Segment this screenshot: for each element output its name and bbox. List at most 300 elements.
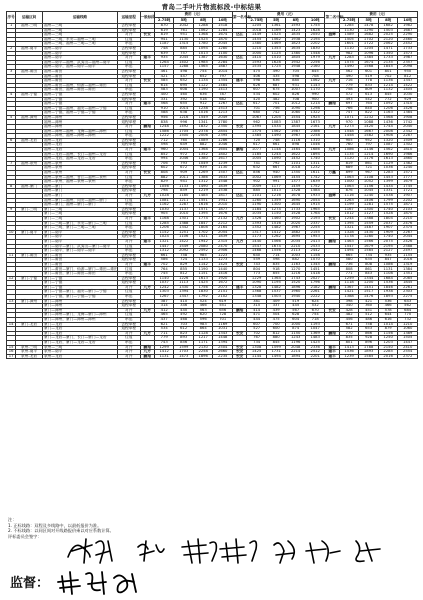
- cell-rate: 990: [305, 92, 325, 97]
- cell-rate: 1046: [305, 143, 325, 148]
- cell-rate: 1731: [266, 350, 286, 355]
- cell-rate: 808: [359, 262, 379, 267]
- cell-rate: 1205: [266, 115, 286, 120]
- cell-rate: 542: [359, 97, 379, 102]
- cell-rate: 941: [174, 180, 194, 185]
- note-line: 2. 不标线路：以同区间对开线路报价乘以对应系数计算。: [8, 528, 114, 534]
- cell-rate: 835: [266, 262, 286, 267]
- cell-trip-type: 对开: [117, 345, 140, 350]
- cell-rate: 649: [174, 143, 194, 148]
- cell-rate: 1742: [305, 175, 325, 180]
- cell-route: 福州—漳州: [42, 125, 117, 130]
- cell-rate: 2588: [398, 244, 418, 249]
- cell-seq: 6: [7, 138, 16, 143]
- cell-winner: 建丰: [140, 239, 154, 244]
- cell-rate: 1303: [154, 290, 174, 295]
- cell-rate: 1548: [213, 180, 233, 185]
- cell-trip-type: 串运: [117, 157, 140, 162]
- cell-rate: 1347: [174, 295, 194, 300]
- cell-rate: 1049: [193, 161, 213, 166]
- cell-rate: 2195: [378, 244, 398, 249]
- cell-rate: 2127: [378, 249, 398, 254]
- header-sub: 8吨: [378, 18, 398, 24]
- cell-seq: 17: [7, 354, 16, 359]
- cell-rate: 1150: [266, 212, 286, 217]
- cell-rate: 1388: [174, 221, 194, 226]
- cell-rate: 644: [378, 313, 398, 318]
- cell-rate: 1251: [174, 230, 194, 235]
- cell-rate: 1464: [286, 148, 306, 153]
- cell-rate: 1377: [286, 180, 306, 185]
- cell-route: 福州—三明: [42, 24, 117, 29]
- cell-rate: 1616: [193, 203, 213, 208]
- cell-rate: 440: [174, 308, 194, 313]
- cell-rate: 1406: [359, 198, 379, 203]
- cell-route: 福州—三明: [42, 33, 117, 38]
- cell-rate: 1151: [193, 272, 213, 277]
- cell-rate: 559: [247, 258, 267, 263]
- cell-rate: 1562: [378, 148, 398, 153]
- cell-rate: 1361: [266, 24, 286, 29]
- cell-route: 厦门—漳州: [42, 308, 117, 313]
- cell-rate: 1745: [398, 184, 418, 189]
- cell-rate: 1702: [193, 230, 213, 235]
- cell-rate: 583: [154, 88, 174, 93]
- cell-winner: 九方: [140, 193, 154, 198]
- header-sub: 2.75吨: [247, 18, 267, 24]
- header-sub: 10吨: [398, 18, 418, 24]
- cell-rate: 1678: [286, 193, 306, 198]
- cell-rate: 2287: [398, 134, 418, 139]
- cell-route: 厦门—南平—厦门，武夷山—厦门—南平: [42, 244, 117, 249]
- cell-rate: 910: [154, 106, 174, 111]
- cell-rate: 1967: [286, 226, 306, 231]
- cell-rate: 1168: [154, 216, 174, 221]
- cell-rate: 1893: [359, 350, 379, 355]
- cell-rate: 1538: [378, 193, 398, 198]
- cell-rate: 1206: [378, 106, 398, 111]
- cell-seq: 13: [7, 299, 16, 304]
- cell-rate: 1299: [154, 345, 174, 350]
- cell-rate: 1286: [213, 138, 233, 143]
- cell-rate: 1171: [193, 340, 213, 345]
- cell-rate: 1130: [174, 37, 194, 42]
- cell-rate: 607: [247, 88, 267, 93]
- cell-rate: 1110: [339, 46, 359, 51]
- cell-route: 福州—龙岩: [42, 143, 117, 148]
- cell-rate: 1229: [247, 276, 267, 281]
- cell-rate: 1425: [305, 340, 325, 345]
- cell-rate: 2442: [305, 249, 325, 254]
- cell-rate: 1703: [174, 350, 194, 355]
- cell-rate: 2027: [305, 276, 325, 281]
- cell-rate: 1788: [359, 345, 379, 350]
- cell-trip-type: 对开: [117, 216, 140, 221]
- cell-rate: 1331: [378, 189, 398, 194]
- cell-winner: 万鑫: [325, 171, 339, 176]
- cell-rate: 1242: [154, 285, 174, 290]
- cell-rate: 636: [266, 79, 286, 84]
- cell-rate: 1135: [339, 152, 359, 157]
- cell-rate: 562: [398, 304, 418, 309]
- cell-rate: 1733: [378, 56, 398, 61]
- cell-rate: 1170: [305, 88, 325, 93]
- cell-rate: 2098: [398, 65, 418, 70]
- cell-rate: 711: [154, 331, 174, 336]
- cell-rate: 616: [378, 318, 398, 323]
- cell-rate: 1232: [359, 115, 379, 120]
- cell-rate: 1565: [193, 65, 213, 70]
- cell-rate: 1823: [286, 42, 306, 47]
- cell-route: 厦门—三明: [42, 207, 117, 212]
- cell-rate: 1982: [398, 24, 418, 29]
- cell-rate: 1113: [174, 281, 194, 286]
- cell-rate: 392: [174, 97, 194, 102]
- cell-rate: 1907: [378, 226, 398, 231]
- cell-winner: 长安: [232, 350, 246, 355]
- cell-rate: 952: [359, 138, 379, 143]
- cell-rate: 2049: [213, 115, 233, 120]
- cell-rate: 1052: [359, 180, 379, 185]
- cell-rate: 1351: [398, 272, 418, 277]
- cell-rate: 624: [305, 299, 325, 304]
- cell-rate: 1582: [359, 134, 379, 139]
- cell-rate: 695: [174, 83, 194, 88]
- cell-rate: 2267: [398, 230, 418, 235]
- cell-rate: 2201: [305, 354, 325, 359]
- cell-rate: 1635: [286, 46, 306, 51]
- cell-rate: 1673: [305, 120, 325, 125]
- cell-rate: 1087: [378, 143, 398, 148]
- cell-rate: 1611: [305, 171, 325, 176]
- cell-rate: 797: [359, 143, 379, 148]
- cell-rate: 1422: [174, 239, 194, 244]
- cell-rate: 1133: [193, 258, 213, 263]
- cell-rate: 636: [193, 92, 213, 97]
- cell-winner: 九方: [232, 216, 246, 221]
- cell-rate: 1273: [339, 125, 359, 130]
- cell-rate: 1575: [378, 203, 398, 208]
- cell-trip-type: 对开: [117, 354, 140, 359]
- cell-rate: 2357: [398, 60, 418, 65]
- cell-rate: 653: [359, 327, 379, 332]
- cell-rate: 1987: [398, 56, 418, 61]
- cell-rate: 619: [213, 299, 233, 304]
- cell-trip-type: 对开: [117, 239, 140, 244]
- cell-rate: 661: [154, 253, 174, 258]
- cell-trip-type: 往返: [117, 313, 140, 318]
- cell-rate: 665: [339, 253, 359, 258]
- cell-rate: 812: [174, 272, 194, 277]
- cell-rate: 1127: [359, 212, 379, 217]
- cell-rate: 1674: [213, 33, 233, 38]
- cell-rate: 845: [266, 340, 286, 345]
- cell-rate: 1846: [378, 285, 398, 290]
- cell-rate: 1387: [286, 120, 306, 125]
- cell-rate: 1702: [359, 37, 379, 42]
- cell-seq: 5: [7, 115, 16, 120]
- cell-rate: 1847: [193, 221, 213, 226]
- cell-rate: 843: [359, 272, 379, 277]
- cell-trip-type: 去程单程: [117, 276, 140, 281]
- cell-route: 泉州—南平: [42, 350, 117, 355]
- cell-rate: 1243: [286, 336, 306, 341]
- cell-rate: 346: [174, 304, 194, 309]
- cell-rate: 604: [286, 318, 306, 323]
- cell-rate: 701: [247, 106, 267, 111]
- cell-rate: 1633: [213, 175, 233, 180]
- cell-rate: 1089: [193, 138, 213, 143]
- cell-rate: 1774: [193, 216, 213, 221]
- cell-rate: 793: [174, 161, 194, 166]
- cell-rate: 1350: [286, 171, 306, 176]
- cell-rate: 1985: [193, 60, 213, 65]
- cell-rate: 504: [266, 313, 286, 318]
- cell-rate: 829: [174, 262, 194, 267]
- cell-winner: 长安: [140, 79, 154, 84]
- cell-rate: 779: [154, 336, 174, 341]
- cell-rate: 741: [247, 161, 267, 166]
- cell-rate: 1835: [286, 33, 306, 38]
- cell-trip-type: 返程单程: [117, 212, 140, 217]
- cell-rate: 406: [247, 74, 267, 79]
- cell-rate: 1503: [266, 295, 286, 300]
- cell-rate: 1063: [339, 175, 359, 180]
- cell-rate: 982: [339, 51, 359, 56]
- cell-rate: 1011: [174, 175, 194, 180]
- cell-rate: 1319: [398, 262, 418, 267]
- cell-trip-type: 往返: [117, 152, 140, 157]
- cell-rate: 1190: [247, 203, 267, 208]
- cell-rate: 1451: [359, 285, 379, 290]
- cell-rate: 1347: [398, 79, 418, 84]
- cell-rate: 1953: [305, 235, 325, 240]
- cell-rate: 1046: [174, 157, 194, 162]
- cell-winner: 九方: [325, 148, 339, 153]
- cell-seq: 16: [7, 350, 16, 355]
- header-winner-2: 第一名中标: [232, 12, 246, 24]
- cell-rate: 1589: [339, 33, 359, 38]
- cell-rate: 2210: [286, 244, 306, 249]
- cell-rate: 1380: [247, 42, 267, 47]
- cell-rate: 445: [286, 304, 306, 309]
- cell-rate: 410: [174, 299, 194, 304]
- cell-rate: 1369: [305, 331, 325, 336]
- cell-rate: 1482: [266, 226, 286, 231]
- cell-rate: 724: [174, 258, 194, 263]
- cell-rate: 1302: [398, 143, 418, 148]
- cell-rate: 1562: [266, 37, 286, 42]
- cell-rate: 475: [266, 318, 286, 323]
- cell-route: 福州—漳州—福州，龙海—福州—漳州: [42, 129, 117, 134]
- cell-rate: 2062: [378, 42, 398, 47]
- cell-route: 福州—龙岩: [42, 148, 117, 153]
- cell-rate: 655: [174, 102, 194, 107]
- cell-rate: 1222: [154, 134, 174, 139]
- cell-trip-type: 串运: [117, 249, 140, 254]
- cell-route: 厦门—宁德: [42, 276, 117, 281]
- cell-route: 厦门—宁德—厦门，福安—厦门—宁德: [42, 290, 117, 295]
- cell-rate: 1490: [193, 184, 213, 189]
- cell-rate: 772: [378, 97, 398, 102]
- cell-rate: 2337: [305, 221, 325, 226]
- cell-trip-type: 串运: [117, 272, 140, 277]
- cell-rate: 734: [247, 340, 267, 345]
- cell-rate: 1593: [247, 60, 267, 65]
- cell-winner: 建丰: [140, 102, 154, 107]
- cell-rate: 596: [193, 318, 213, 323]
- cell-area: 泉州-龙岩: [16, 354, 43, 359]
- cell-trip-type: 去程单程: [117, 138, 140, 143]
- cell-rate: 882: [154, 175, 174, 180]
- cell-rate: 1393: [247, 221, 267, 226]
- cell-rate: 1505: [339, 37, 359, 42]
- cell-area: 福州-漳州: [16, 115, 43, 120]
- cell-rate: 1210: [398, 322, 418, 327]
- cell-trip-type: 去程单程: [117, 115, 140, 120]
- cell-rate: 2045: [213, 42, 233, 47]
- cell-rate: 1280: [213, 46, 233, 51]
- cell-rate: 2210: [398, 216, 418, 221]
- cell-trip-type: 往返: [117, 244, 140, 249]
- cell-rate: 1682: [359, 33, 379, 38]
- cell-trip-type: 对开: [117, 79, 140, 84]
- cell-rate: 1447: [398, 340, 418, 345]
- cell-rate: 1740: [378, 235, 398, 240]
- cell-rate: 2035: [286, 239, 306, 244]
- cell-winner: 达江: [232, 171, 246, 176]
- cell-rate: 1206: [154, 226, 174, 231]
- cell-rate: 809: [359, 88, 379, 93]
- cell-rate: 1199: [339, 203, 359, 208]
- cell-rate: 1674: [266, 244, 286, 249]
- header-km: 运输里程: [117, 12, 140, 24]
- cell-rate: 748: [154, 46, 174, 51]
- cell-rate: 1070: [305, 258, 325, 263]
- cell-winner: 九方: [232, 239, 246, 244]
- cell-winner: 建丰: [325, 354, 339, 359]
- cell-rate: 2020: [286, 221, 306, 226]
- cell-rate: 1000: [247, 51, 267, 56]
- cell-rate: 985: [193, 253, 213, 258]
- cell-trip-type: 返程单程: [117, 97, 140, 102]
- header-sub: 2.75吨: [154, 18, 174, 24]
- cell-winner: 达江: [232, 193, 246, 198]
- cell-rate: 855: [266, 272, 286, 277]
- cell-seq: 15: [7, 345, 16, 350]
- cell-rate: 1845: [378, 65, 398, 70]
- cell-rate: 1009: [247, 184, 267, 189]
- cell-rate: 1412: [154, 350, 174, 355]
- cell-rate: 870: [154, 24, 174, 29]
- cell-rate: 1195: [266, 281, 286, 286]
- cell-rate: 1870: [398, 212, 418, 217]
- cell-rate: 536: [378, 299, 398, 304]
- cell-trip-type: 对开: [117, 171, 140, 176]
- cell-seq: 3: [7, 69, 16, 74]
- cell-rate: 1128: [193, 331, 213, 336]
- cell-rate: 493: [339, 97, 359, 102]
- cell-rate: 1132: [378, 88, 398, 93]
- cell-rate: 801: [378, 69, 398, 74]
- cell-route: 福州—龙岩: [42, 138, 117, 143]
- cell-trip-type: 往返: [117, 198, 140, 203]
- cell-rate: 734: [359, 253, 379, 258]
- cell-route: 厦门—莆田，厦门—莆田—莆田: [42, 272, 117, 277]
- cell-rate: 822: [359, 111, 379, 116]
- cell-rate: 935: [378, 253, 398, 258]
- cell-rate: 612: [174, 327, 194, 332]
- cell-rate: 1142: [193, 262, 213, 267]
- cell-rate: 1473: [174, 354, 194, 359]
- cell-rate: 1882: [286, 230, 306, 235]
- cell-rate: 1896: [193, 354, 213, 359]
- cell-rate: 1101: [247, 193, 267, 198]
- cell-rate: 861: [359, 267, 379, 272]
- cell-trip-type: 对开: [117, 262, 140, 267]
- cell-route: 福州—三明，永安—福州—三明: [42, 37, 117, 42]
- cell-rate: 1283: [378, 171, 398, 176]
- cell-rate: 1645: [286, 203, 306, 208]
- cell-rate: 1447: [154, 244, 174, 249]
- cell-rate: 1375: [247, 129, 267, 134]
- cell-rate: 620: [193, 313, 213, 318]
- cell-route: 福州—龙岩—福州，长汀—福州—龙岩: [42, 152, 117, 157]
- cell-rate: 1425: [193, 281, 213, 286]
- cell-seq: 14: [7, 322, 16, 327]
- cell-rate: 1353: [266, 46, 286, 51]
- cell-rate: 1134: [193, 79, 213, 84]
- cell-winner: 鹏翔: [232, 308, 246, 313]
- cell-rate: 398: [339, 299, 359, 304]
- cell-rate: 823: [174, 331, 194, 336]
- cell-rate: 1162: [154, 203, 174, 208]
- cell-seq: 10: [7, 230, 16, 235]
- cell-rate: 1452: [286, 157, 306, 162]
- cell-rate: 1845: [398, 281, 418, 286]
- cell-rate: 1163: [378, 111, 398, 116]
- cell-rate: 1413: [213, 88, 233, 93]
- cell-rate: 2452: [398, 42, 418, 47]
- cell-rate: 598: [286, 74, 306, 79]
- cell-rate: 983: [193, 322, 213, 327]
- cell-rate: 1556: [266, 249, 286, 254]
- cell-rate: 1521: [193, 235, 213, 240]
- cell-winner: 建丰: [140, 148, 154, 153]
- cell-rate: 2275: [398, 295, 418, 300]
- cell-route: 福州—宁德，福州—宁德—宁德: [42, 111, 117, 116]
- cell-rate: 2284: [213, 60, 233, 65]
- cell-rate: 1845: [286, 125, 306, 130]
- cell-rate: 1101: [286, 161, 306, 166]
- cell-rate: 798: [154, 189, 174, 194]
- cell-rate: 409: [266, 299, 286, 304]
- cell-rate: 757: [174, 51, 194, 56]
- cell-rate: 428: [339, 308, 359, 313]
- cell-winner: 长安: [232, 354, 246, 359]
- cell-rate: 1593: [286, 24, 306, 29]
- cell-rate: 444: [247, 318, 267, 323]
- cell-rate: 1071: [339, 115, 359, 120]
- cell-rate: 874: [286, 327, 306, 332]
- cell-rate: 1163: [286, 262, 306, 267]
- cell-route: 泉州—三明: [42, 345, 117, 350]
- cell-rate: 1118: [339, 281, 359, 286]
- cell-route: 福州—泉州: [42, 161, 117, 166]
- cell-rate: 1520: [286, 281, 306, 286]
- cell-rate: 588: [154, 111, 174, 116]
- cell-rate: 1368: [193, 148, 213, 153]
